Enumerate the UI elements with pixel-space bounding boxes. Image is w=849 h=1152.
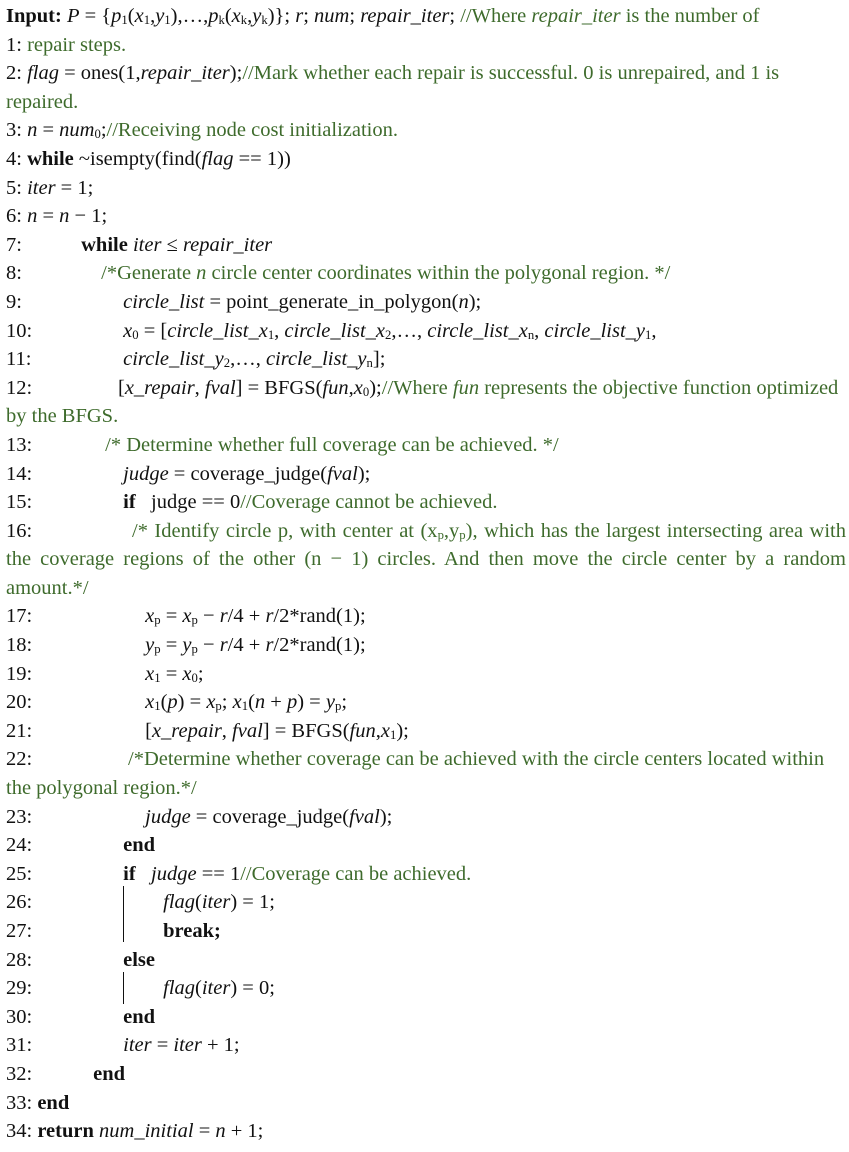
code-text: circle_list = point_generate_in_polygon(n); [123, 290, 482, 313]
line-number: 15: [6, 491, 33, 514]
keyword: else [123, 948, 155, 971]
code-text: $x_1(p) = x_p$; $x_1(n + p) = y_p$; [145, 691, 348, 714]
code-text: iter = iter + 1; [123, 1034, 240, 1057]
code-text: $circle\_list\_y_2,\dots$, $circle\_list\_y_n$]; [123, 348, 386, 371]
algorithm-line-12 [6, 374, 846, 431]
algorithm-line-19 [6, 660, 846, 689]
line-number: 7: [6, 233, 22, 256]
code-text: $y_p = y_p - r/4$ + r/2*rand(1); [145, 634, 366, 657]
code-text: iter ≤ repair_iter [132, 233, 273, 256]
algorithm-line-16 [6, 517, 846, 603]
algorithm-line-20 [6, 688, 846, 717]
line-number: 21: [6, 719, 33, 742]
algorithm-line-28 [6, 946, 846, 975]
comment-text: //Receiving node cost initialization. [106, 119, 398, 142]
input-comment: //Where repair_iter is the number of [460, 5, 760, 27]
line-number: 29: [6, 977, 33, 1000]
algorithm-block [6, 2, 846, 1146]
algorithm-line-23 [6, 803, 846, 832]
code-text: num_initial = n + 1; [99, 1120, 264, 1143]
algorithm-line-25 [6, 860, 846, 889]
line-number: 11: [6, 348, 32, 371]
line-number: 12: [6, 376, 33, 399]
comment-text: /* Identify circle p, with center at $(x_p,y_p)$, which has the largest intersecting area with the coverage regions of the other (n − 1) circles. And then move the circle center by a random amount.*/ [6, 519, 846, 599]
keyword: break; [163, 920, 221, 942]
algorithm-line-30 [6, 1003, 846, 1032]
code-text: $x_1 = x_0$; [145, 662, 204, 685]
line-number: 24: [6, 834, 33, 857]
algorithm-line-1 [6, 31, 846, 60]
algorithm-line-34 [6, 1117, 846, 1146]
line-number: 16: [6, 519, 33, 542]
line-number: 20: [6, 691, 33, 714]
comment-text: /* Determine whether full coverage can be achieved. */ [105, 433, 559, 456]
code-text: judge == 0 [151, 491, 241, 514]
algorithm-line-33 [6, 1089, 846, 1118]
keyword: while [81, 233, 128, 256]
code-text: n = num$_0$; [27, 119, 107, 142]
keyword: end [123, 834, 156, 857]
algorithm-line-8 [6, 259, 846, 288]
comment-text: /*Generate n circle center coordinates within the polygonal region. */ [101, 262, 671, 285]
line-number: 27: [6, 920, 33, 942]
line-number: 26: [6, 891, 33, 914]
algorithm-line-17 [6, 602, 846, 631]
algorithm-line-5 [6, 174, 846, 203]
keyword: return [37, 1120, 94, 1143]
line-number: 18: [6, 634, 33, 657]
algorithm-line-18 [6, 631, 846, 660]
code-text: judge = coverage_judge(fval); [123, 462, 371, 485]
keyword: if [123, 862, 136, 885]
algorithm-line-29 [6, 974, 846, 1003]
comment-text: //Coverage can be achieved. [240, 862, 472, 885]
code-text: flag = ones(1,repair_iter); [27, 62, 243, 85]
line-number: 3: [6, 119, 22, 142]
algorithm-line-27 [6, 917, 846, 946]
line-number: 23: [6, 805, 33, 828]
line-number: 9: [6, 290, 22, 313]
algorithm-line-7 [6, 231, 846, 260]
code-text: flag(iter) = 0; [163, 977, 275, 1000]
algorithm-line-9 [6, 288, 846, 317]
line-number: 33: [6, 1091, 33, 1114]
comment-text: //Coverage cannot be achieved. [240, 491, 498, 514]
algorithm-line-14 [6, 460, 846, 489]
line-number: 10: [6, 319, 33, 342]
comment-text: repair steps. [27, 33, 127, 56]
algorithm-line-3 [6, 116, 846, 145]
line-number: 22: [6, 748, 33, 771]
input-label: Input: [6, 5, 62, 27]
code-text: $x_p = x_p - r/4$ + r/2*rand(1); [145, 605, 366, 628]
line-number: 5: [6, 176, 22, 199]
code-text: iter = 1; [27, 176, 94, 199]
line-number: 25: [6, 862, 33, 885]
algorithm-line-15 [6, 488, 846, 517]
line-number: 31: [6, 1034, 33, 1057]
code-text: judge == 1 [151, 862, 241, 885]
algorithm-line-22 [6, 745, 846, 802]
code-text: $x_0$ = [$circle\_list\_x_1$, $circle\_list\_x_2,\dots$, $circle\_list\_x_n$, $circle\_list\_y_1$, [123, 319, 657, 342]
keyword: end [123, 1005, 156, 1028]
keyword: while [27, 147, 74, 170]
keyword: end [93, 1062, 126, 1085]
line-number: 1: [6, 33, 22, 56]
algorithm-line-2 [6, 59, 846, 116]
block-bar [123, 972, 124, 1004]
code-text: n = n − 1; [27, 205, 108, 228]
line-number: 28: [6, 948, 33, 971]
code-text: ~isempty(find(flag == 1)) [78, 147, 291, 170]
algorithm-line-32 [6, 1060, 846, 1089]
algorithm-line-11 [6, 345, 846, 374]
algorithm-line-4 [6, 145, 846, 174]
line-number: 34: [6, 1120, 33, 1143]
line-number: 32: [6, 1062, 33, 1085]
comment-text: //Mark whether each repair is successful. 0 is unrepaired, and 1 is repaired. [6, 62, 780, 113]
code-text: flag(iter) = 1; [163, 891, 275, 914]
comment-text: /*Determine whether coverage can be achieved with the circle centers located within the polygonal region.*/ [6, 748, 825, 800]
algorithm-line-21 [6, 717, 846, 746]
algorithm-line-24 [6, 831, 846, 860]
algorithm-input-line [6, 2, 846, 31]
line-number: 4: [6, 147, 22, 170]
algorithm-line-31 [6, 1031, 846, 1060]
code-text: [x_repair, fval] = $BFGS(fun,x_0)$; [118, 376, 382, 399]
code-text: [x_repair, fval] = $BFGS(fun,x_1)$; [145, 719, 409, 742]
input-params: $P = \{p_1(x_1,y_1),\dots,p_k(x_k,y_k)\}$; r; num; repair_iter; [66, 5, 461, 27]
line-number: 6: [6, 205, 22, 228]
line-number: 14: [6, 462, 33, 485]
line-number: 8: [6, 262, 22, 285]
line-number: 19: [6, 662, 33, 685]
line-number: 2: [6, 62, 22, 85]
keyword: end [37, 1091, 70, 1114]
algorithm-line-6 [6, 202, 846, 231]
line-number: 17: [6, 605, 33, 628]
line-number: 30: [6, 1005, 33, 1028]
keyword: if [123, 491, 136, 514]
algorithm-line-26 [6, 888, 846, 917]
code-text: judge = coverage_judge(fval); [145, 805, 393, 828]
algorithm-line-10 [6, 317, 846, 346]
algorithm-line-13 [6, 431, 846, 460]
line-number: 13: [6, 433, 33, 456]
comment-text: //Where fun represents the objective function optimized by the BFGS. [6, 376, 839, 428]
